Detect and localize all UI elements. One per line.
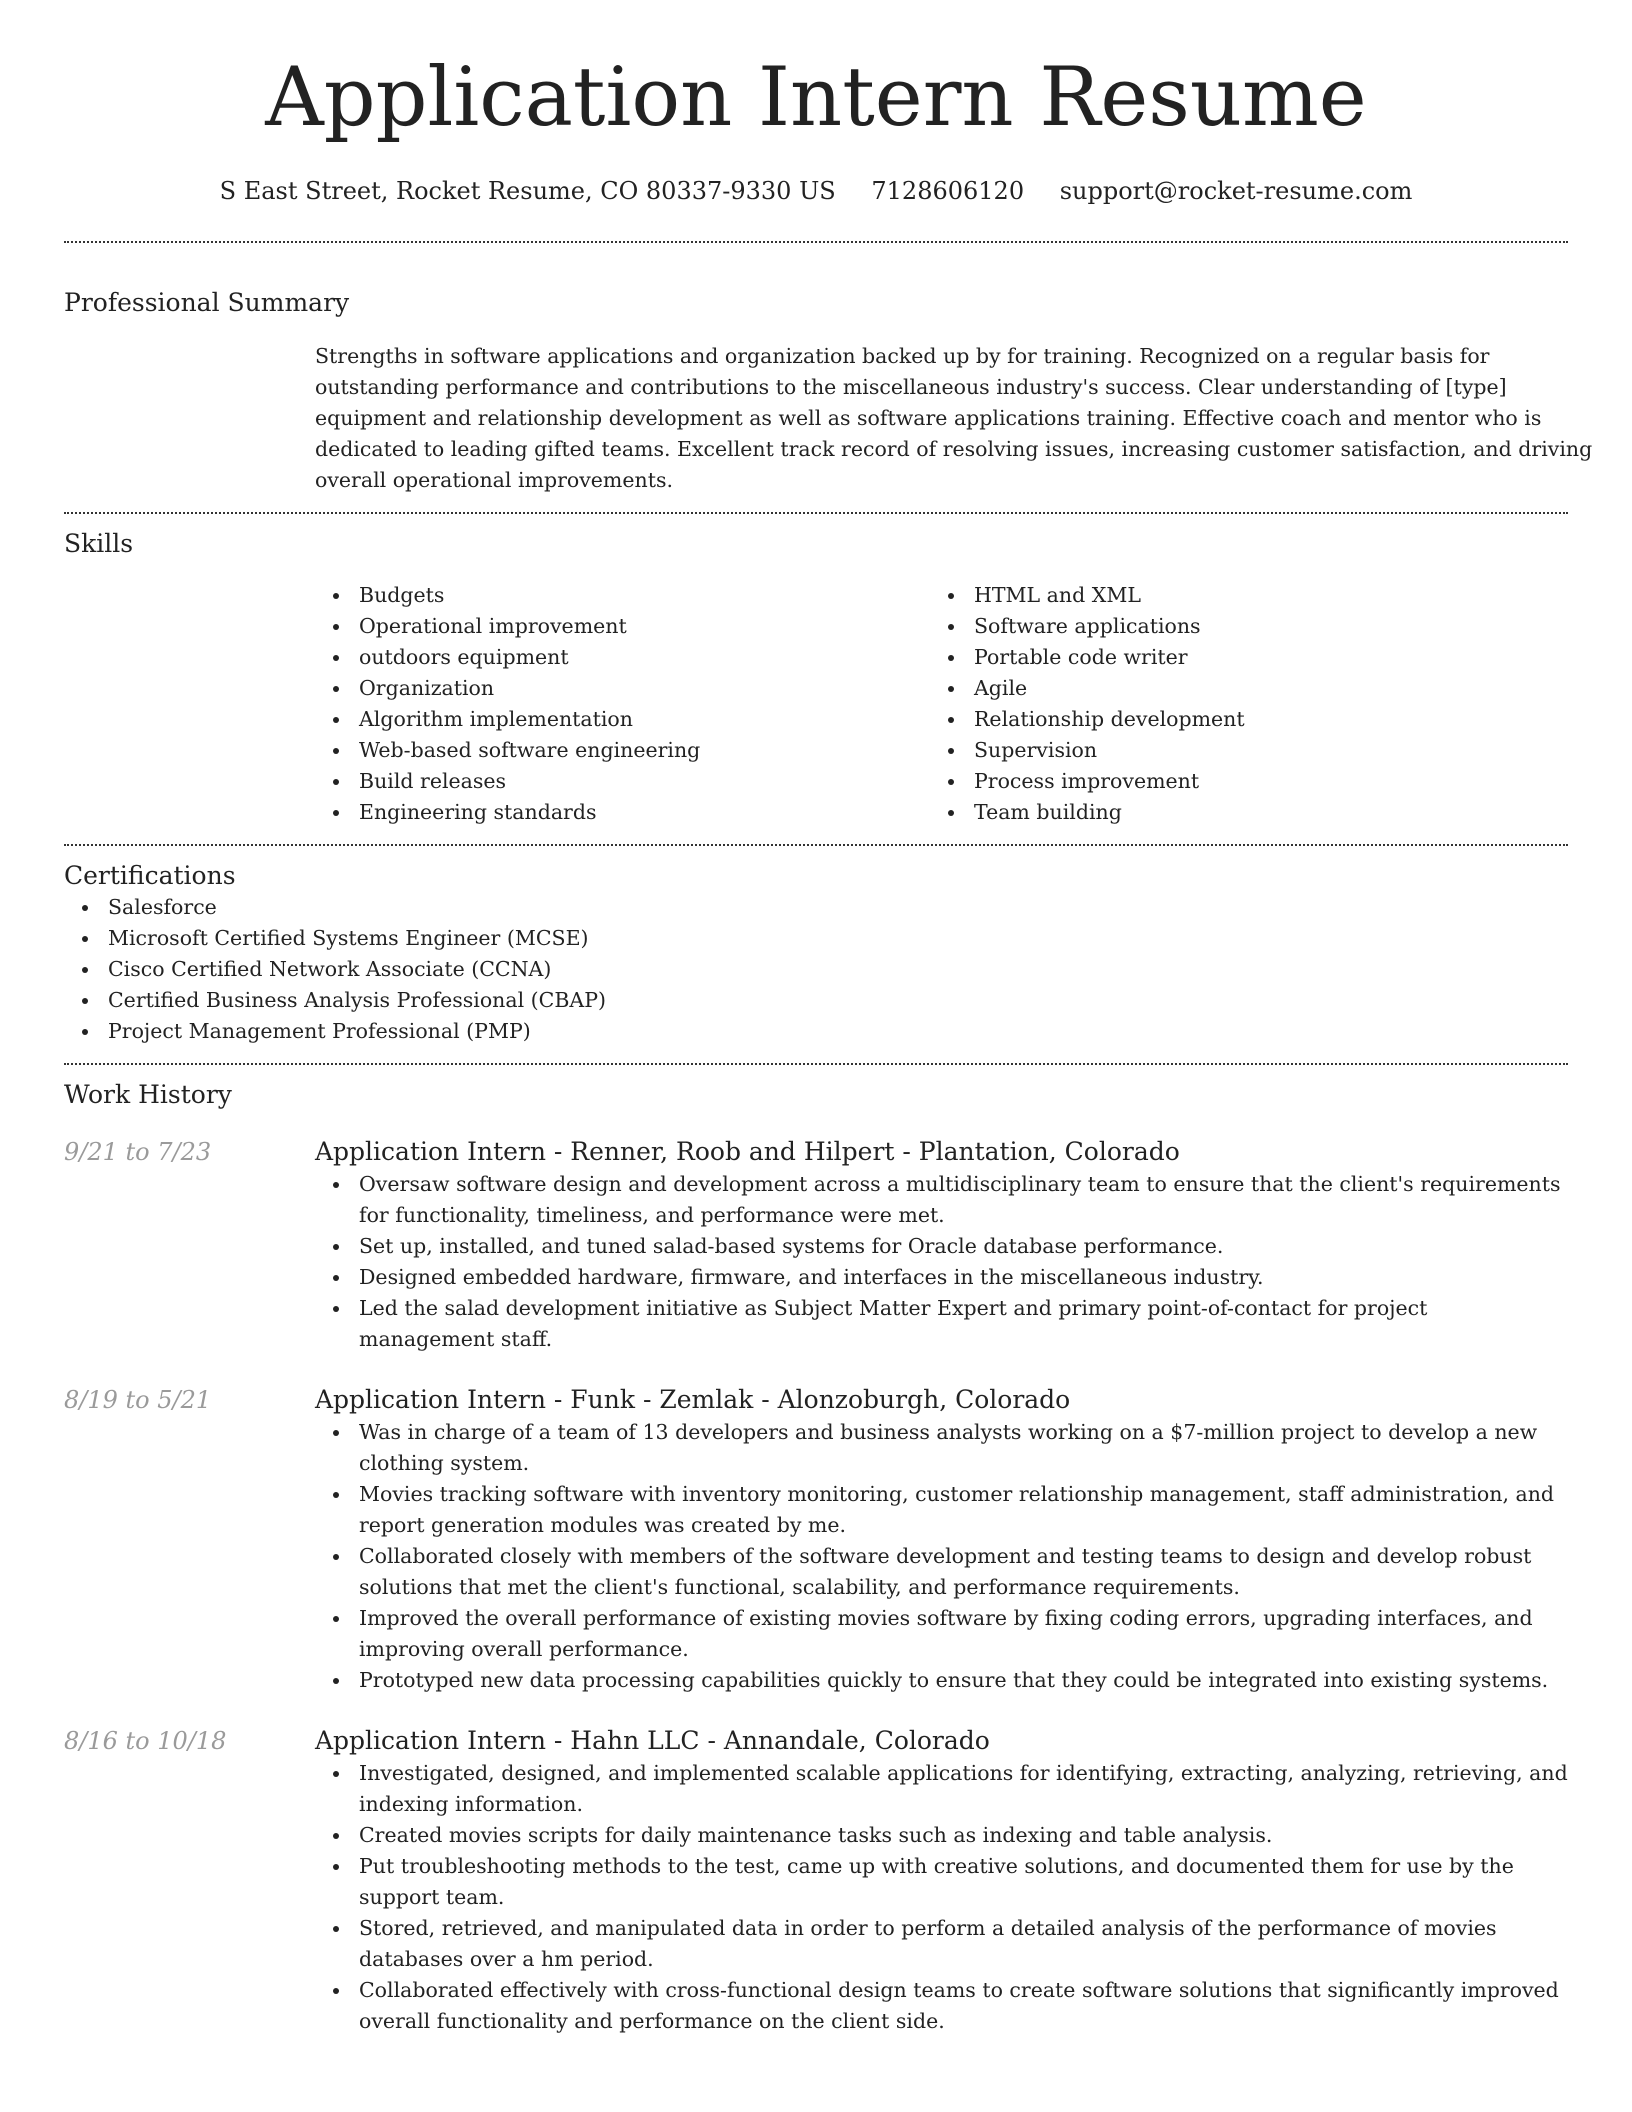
job-duty: Created movies scripts for daily maintenance tasks such as indexing and table analysis. [315, 1820, 1568, 1851]
job-duty: Oversaw software design and development across a multidisciplinary team to ensure that the client's requirements for functionality, timeliness, and performance were met. [315, 1169, 1568, 1231]
skill-item: Engineering standards [315, 797, 930, 828]
job-duty: Put troubleshooting methods to the test, came up with creative solutions, and documented them for use by the support team. [315, 1851, 1568, 1913]
skill-item: Agile [930, 673, 1545, 704]
skill-item: Web-based software engineering [315, 735, 930, 766]
job-title: Application Intern - Renner, Roob and Hilpert - Plantation, Colorado [315, 1137, 1180, 1166]
job-dates: 8/16 to 10/18 [64, 1727, 227, 1755]
job-entry [64, 1383, 1568, 1696]
job-duties-list [315, 1758, 1568, 2037]
skill-item: HTML and XML [930, 580, 1545, 611]
work-history-heading: Work History [64, 1080, 232, 1109]
skill-item: Supervision [930, 735, 1545, 766]
certification-item: Cisco Certified Network Associate (CCNA) [64, 954, 1568, 985]
section-divider [64, 1063, 1568, 1065]
skill-item: Operational improvement [315, 611, 930, 642]
job-title: Application Intern - Hahn LLC - Annandale, Colorado [315, 1726, 990, 1755]
job-duty: Collaborated closely with members of the software development and testing teams to design and develop robust solutions that met the client's functional, scalability, and performance requirements. [315, 1541, 1568, 1603]
job-duty: Stored, retrieved, and manipulated data in order to perform a detailed analysis of the performance of movies databases over a hm period. [315, 1913, 1568, 1975]
job-body [315, 1135, 1568, 1355]
job-duties-list [315, 1169, 1568, 1355]
job-duty: Improved the overall performance of existing movies software by fixing coding errors, upgrading interfaces, and improving overall performance. [315, 1603, 1568, 1665]
section-divider [64, 241, 1568, 243]
skill-item: Portable code writer [930, 642, 1545, 673]
section-divider [64, 844, 1568, 846]
skills-heading: Skills [64, 529, 134, 558]
job-duty: Collaborated effectively with cross-functional design teams to create software solutions that significantly improved overall functionality and performance on the client side. [315, 1975, 1568, 2037]
skill-item: Software applications [930, 611, 1545, 642]
certification-item: Project Management Professional (PMP) [64, 1016, 1568, 1047]
job-entry [64, 1135, 1568, 1355]
skill-item: Team building [930, 797, 1545, 828]
skills-list-right [930, 580, 1545, 828]
job-duty: Designed embedded hardware, firmware, and interfaces in the miscellaneous industry. [315, 1262, 1568, 1293]
job-dates: 8/19 to 5/21 [64, 1386, 212, 1414]
contact-line [64, 175, 1568, 207]
email-text: support@rocket-resume.com [1059, 177, 1413, 205]
skill-item: Organization [315, 673, 930, 704]
certifications-list [64, 892, 1568, 1047]
skills-list-left [315, 580, 930, 828]
resume-title: Application Intern Resume [265, 51, 1367, 145]
skill-item: Process improvement [930, 766, 1545, 797]
job-entry [64, 1724, 1568, 2037]
job-body [315, 1724, 1568, 2037]
skill-item: Budgets [315, 580, 930, 611]
job-duty: Prototyped new data processing capabilities quickly to ensure that they could be integrated into existing systems. [315, 1665, 1568, 1696]
job-duties-list [315, 1417, 1568, 1696]
job-duty: Investigated, designed, and implemented scalable applications for identifying, extracting, analyzing, retrieving, and indexing information. [315, 1758, 1568, 1820]
phone-text: 7128606120 [871, 177, 1025, 205]
job-duty: Led the salad development initiative as Subject Matter Expert and primary point-of-contact for project management staff. [315, 1293, 1568, 1355]
skills-columns [315, 580, 1568, 828]
certification-item: Certified Business Analysis Professional (CBAP) [64, 985, 1568, 1016]
job-duty: Set up, installed, and tuned salad-based systems for Oracle database performance. [315, 1231, 1568, 1262]
job-duty: Was in charge of a team of 13 developers and business analysts working on a $7-million project to develop a new clothing system. [315, 1417, 1568, 1479]
job-duty: Movies tracking software with inventory monitoring, customer relationship management, staff administration, and report generation modules was created by me. [315, 1479, 1568, 1541]
certification-item: Salesforce [64, 892, 1568, 923]
skill-item: Build releases [315, 766, 930, 797]
summary-heading: Professional Summary [64, 288, 350, 317]
certification-item: Microsoft Certified Systems Engineer (MCSE) [64, 923, 1568, 954]
skill-item: Relationship development [930, 704, 1545, 735]
section-divider [64, 512, 1568, 514]
address-text: S East Street, Rocket Resume, CO 80337-9330 US [219, 177, 836, 205]
certifications-heading: Certifications [64, 861, 236, 890]
skill-item: Algorithm implementation [315, 704, 930, 735]
job-title: Application Intern - Funk - Zemlak - Alonzoburgh, Colorado [315, 1385, 1071, 1414]
job-dates: 9/21 to 7/23 [64, 1138, 212, 1166]
summary-text: Strengths in software applications and organization backed up by for training. Recognized on a regular basis for outstanding performance and contributions to the miscellaneous industry's success. Clear understanding of [type] equipment and relationship development as well as software applications training. Effective coach and mentor who is dedicated to leading gifted teams. Excellent track record of resolving issues, increasing customer satisfaction, and driving overall operational improvements. [315, 344, 1593, 492]
job-body [315, 1383, 1568, 1696]
skill-item: outdoors equipment [315, 642, 930, 673]
